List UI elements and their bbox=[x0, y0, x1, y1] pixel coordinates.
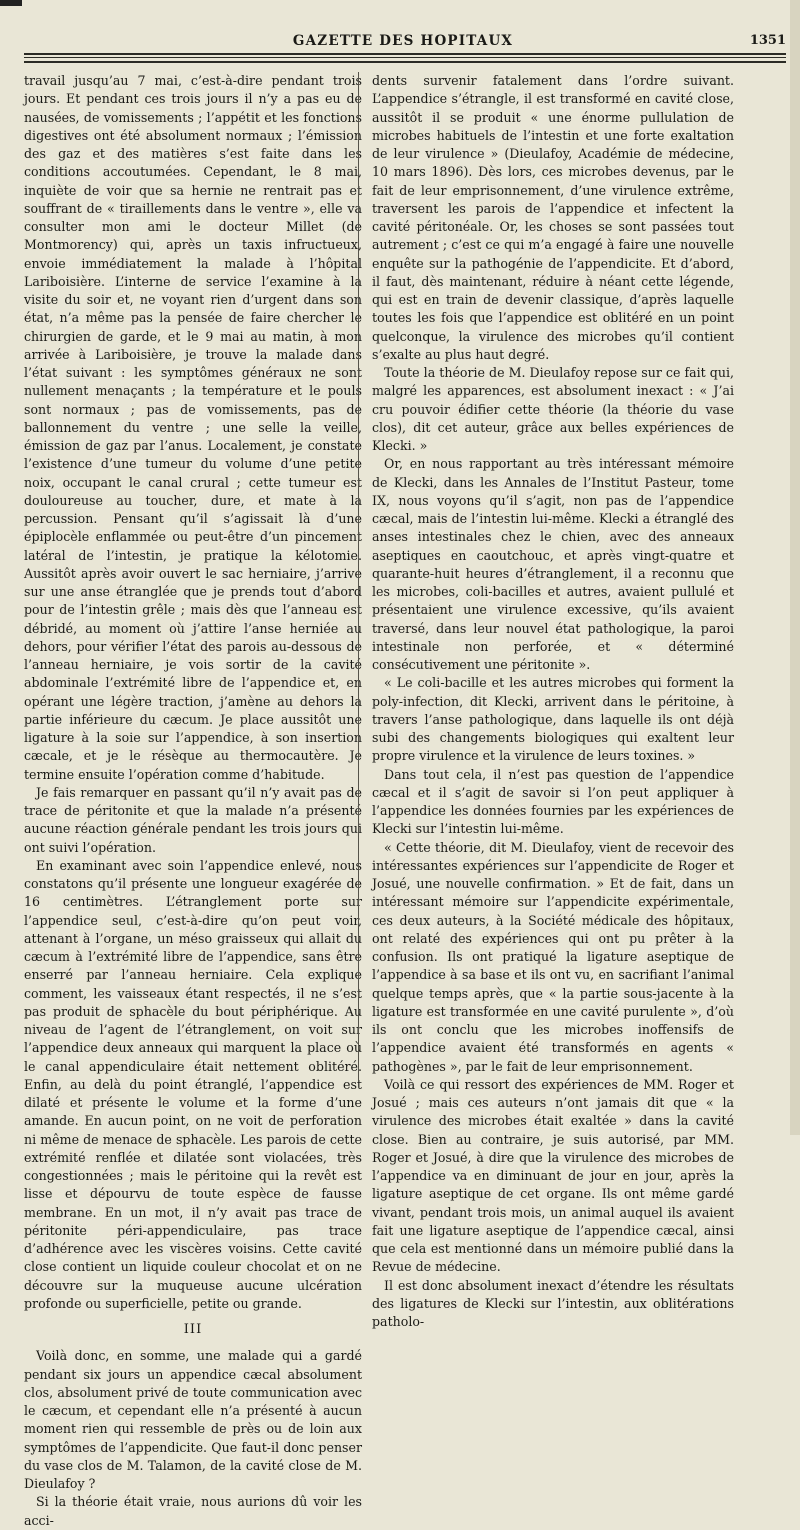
paragraph: En examinant avec soin l’appendice enlevé, nous constatons qu’il présente une longueur exagérée de 16 centimètres. L’étranglement porte sur l’appendice seul, c’est-à-dire qu’on peut voir, attenant à l’organe, un méso graisseux qui allait du cæcum à l’extrémité libre de l’appendice, sans être enserré par l’anneau herniaire. Cela explique comment, les vaisseaux étant respectés, il ne s’est pas produit de sphacèle du bout périphérique. Au niveau de l’agent de l’étranglement, on voit sur l’appendice deux anneaux qui marquent la place où le canal appendiculaire était nettement oblitéré. Enfin, au delà du point étranglé, l’appendice est dilaté et présente le volume et la forme d’une amande. En aucun point, on ne voit de perforation ni même de menace de sphacèle. Les parois de cette extrémité renflée et dilatée sont violacées, très congestionnées ; mais le péritoine qui la revêt est lisse et dépourvu de toute espèce de fausse membrane. En un mot, il n’y avait pas trace de péritonite péri-appendiculaire, pas trace d’adhérence avec les viscères voisins. Cette cavité close contient un liquide couleur chocolat et on ne découvre sur la muqueuse aucune ulcération profonde ou superficielle, petite ou grande. bbox=[24, 857, 362, 1311]
left-column bbox=[24, 72, 362, 1530]
paragraph: « Cette théorie, dit M. Dieulafoy, vient de recevoir des intéressantes expériences sur l’appendicite de Roger et Josué, une nouvelle confirmation. » Et de fait, dans un intéressant mémoire sur l’appendicite expérimentale, ces deux auteurs, à la Société médicale des hôpitaux, ont relaté des expériences qui ont pu prêter à la confusion. Ils ont pratiqué la ligature aseptique de l’appendice à sa base et ils ont vu, en sacrifiant l’animal quelque temps après, que « la partie sous-jacente à la ligature est transformée en une cavité purulente », d’où ils ont conclu que les microbes inoffensifs de l’appendice avaient été transformés en agents « pathogènes », par le fait de leur emprisonnement. bbox=[372, 839, 734, 1074]
paragraph: Voilà ce qui ressort des expériences de MM. Roger et Josué ; mais ces auteurs n’ont jamais dit que « la virulence des microbes était exaltée » dans la cavité close. Bien au contraire, je suis autorisé, par MM. Roger et Josué, à dire que la virulence des microbes de l’appendice va en diminuant de jour en jour, après la ligature aseptique de cet organe. Ils ont même gardé vivant, pendant trois mois, un animal auquel ils avaient fait une ligature aseptique de l’appendice cæcal, ainsi que cela est mentionné dans un mémoire publié dans la Revue de médecine. bbox=[372, 1076, 734, 1275]
paragraph: dents survenir fatalement dans l’ordre suivant. L’appendice s’étrangle, il est transformé en cavité close, aussitôt il se produit « une énorme pullulation de microbes habituels de l’intestin et une forte exaltation de leur virulence » (Dieulafoy, Académie de médecine, 10 mars 1896). Dès lors, ces microbes devenus, par le fait de leur emprisonnement, d’une virulence extrême, traversent les parois de l’appendice et infectent la cavité péritonéale. Or, les choses se sont passées tout autrement ; c’est ce qui m’a engagé à faire une nouvelle enquête sur la pathogénie de l’appendicite. Et d’abord, il faut, dès maintenant, réduire à néant cette légende, qui est en train de devenir classique, d’après laquelle toutes les fois que l’appendice est oblitéré en un point quelconque, la virulence des microbes qu’il contient s’exalte au plus haut degré. bbox=[372, 73, 734, 362]
paragraph: travail jusqu’au 7 mai, c’est-à-dire pendant trois jours. Et pendant ces trois jours il n’y a pas eu de nausées, de vomissements ; l’appétit et les fonctions digestives ont été absolument normaux ; l’émission des gaz et des matières s’est faite dans les conditions accoutumées. Cependant, le 8 mai, inquiète de voir que sa hernie ne rentrait pas et souffrant de « tiraillements dans le ventre », elle va consulter mon ami le docteur Millet (de Montmorency) qui, après un taxis infructueux, envoie immédiatement la malade à l’hôpital Lariboisière. L’interne de service l’examine à la visite du soir et, ne voyant rien d’urgent dans son état, n’a même pas la pensée de faire chercher le chirurgien de garde, et le 9 mai au matin, à mon arrivée à Lariboisière, je trouve la malade dans l’état suivant : les symptômes généraux ne sont nullement menaçants ; la température et le pouls sont normaux ; pas de vomissements, pas de ballonnement du ventre ; une selle la veille, émission de gaz par l’anus. Localement, je constate l’existence d’une tumeur du volume d’une petite noix, occupant le canal crural ; cette tumeur est douloureuse au toucher, dure, et mate à la percussion. Pensant qu’il s’agissait là d’une épiplocèle enflammée ou peut-être d’un pincement latéral de l’intestin, je pratique la kélotomie. Aussitôt après avoir ouvert le sac herniaire, j’arrive sur une anse étranglée que je prends tout d’abord pour de l’intestin grêle ; mais dès que l’anneau est débridé, au moment où j’attire l’anse herniée au dehors, pour vérifier l’état des parois au-dessous de l’anneau herniaire, je vois sortir de la cavité abdominale l’extrémité libre de l’appendice et, en opérant une légère traction, j’amène au dehors la partie inférieure du cæcum. Je place aussitôt une ligature à la soie sur l’appendice, à son insertion cæcale, et je le résèque au thermocautère. Je termine ensuite l’opération comme d’habitude. bbox=[24, 73, 362, 782]
paragraph: Or, en nous rapportant au très intéressant mémoire de Klecki, dans les Annales de l’Institut Pasteur, tome IX, nous voyons qu’il s’agit, non pas de l’appendice cæcal, mais de l’intestin lui-même. Klecki a étranglé des anses intestinales chez le chien, avec des anneaux aseptiques en caoutchouc, et après vingt-quatre et quarante-huit heures d’étranglement, il a reconnu que les microbes, coli-bacilles et autres, avaient pullulé et présentaient une virulence excessive, qu’ils avaient traversé, dans leur nouvel état pathologique, la paroi intestinale non perforée, et « déterminé consécutivement une péritonite ». bbox=[372, 456, 734, 672]
page-corner-mark bbox=[0, 0, 22, 6]
paragraph: Je fais remarquer en passant qu’il n’y avait pas de trace de péritonite et que la malade n’a présenté aucune réaction générale pendant les trois jours qui ont suivi l’opération. bbox=[24, 784, 362, 855]
paragraph: Dans tout cela, il n’est pas question de l’appendice cæcal et il s’agit de savoir si l’on peut appliquer à l’appendice les données fournies par les expériences de Klecki sur l’intestin lui-même. bbox=[372, 766, 734, 837]
section-number: III bbox=[183, 1322, 203, 1337]
header-rule bbox=[24, 53, 786, 55]
paragraph: Toute la théorie de M. Dieulafoy repose sur ce fait qui, malgré les apparences, est absolument inexact : « J’ai cru pouvoir édifier cette théorie (la théorie du vase clos), dit cet auteur, grâce aux belles expériences de Klecki. » bbox=[372, 365, 734, 453]
header-rule bbox=[24, 57, 786, 58]
running-title: GAZETTE DES HOPITAUX bbox=[292, 33, 514, 49]
paragraph: Voilà donc, en somme, une malade qui a gardé pendant six jours un appendice cæcal absolument clos, absolument privé de toute communication avec le cæcum, et cependant elle n’a présenté à aucun moment rien qui ressemble de près ou de loin aux symptômes de l’appendicite. Que faut-il donc penser du vase clos de M. Talamon, de la cavité close de M. Dieulafoy ? bbox=[24, 1348, 362, 1491]
paragraph: Il est donc absolument inexact d’étendre les résultats des ligatures de Klecki sur l’intestin, aux oblitérations patholo- bbox=[372, 1277, 734, 1329]
page-edge bbox=[790, 0, 800, 1135]
paragraph: « Le coli-bacille et les autres microbes qui forment la poly-infection, dit Klecki, arrivent dans le péritoine, à travers l’anse pathologique, dans laquelle ils ont déjà subi des changements biologiques qui exaltent leur propre virulence et la virulence de leurs toxines. » bbox=[372, 675, 734, 764]
page-number: 1351 bbox=[749, 33, 786, 48]
running-header bbox=[20, 30, 786, 52]
right-column bbox=[372, 72, 734, 1331]
paragraph: Si la théorie était vraie, nous aurions dû voir les acci- bbox=[24, 1494, 362, 1528]
header-rule bbox=[24, 61, 786, 63]
column-divider bbox=[358, 72, 359, 1082]
